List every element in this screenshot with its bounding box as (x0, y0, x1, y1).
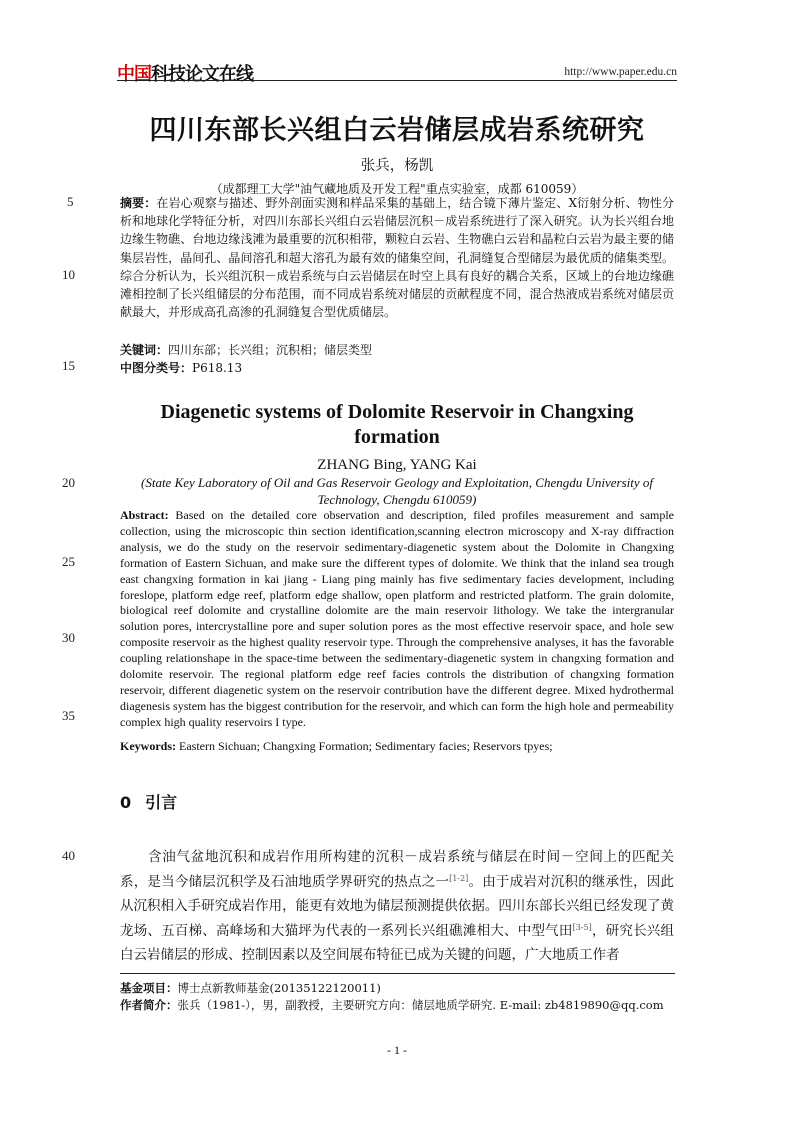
footnote-fund-label: 基金项目： (120, 981, 178, 995)
intro-paragraph (120, 845, 674, 968)
intro-text-3: ，研究长兴组白云岩储层的形成、控制因素以及空间展布特征已成为关键的问题，广大地质工作者 (120, 922, 675, 964)
authors-en: ZHANG Bing, YANG Kai (317, 457, 477, 473)
paper-title-zh: 四川东部长兴组白云岩储层成岩系统研究 (149, 115, 645, 146)
header-divider (117, 80, 677, 81)
footnote-author (120, 997, 675, 1013)
citation-2[interactable]: [3-5] (572, 922, 592, 932)
footnote-author-text: 张兵（1981-），男，副教授，主要研究方向：储层地质学研究. E-mail: zb4819890@qq.com (177, 998, 664, 1012)
keywords-zh-label: 关键词： (120, 343, 169, 357)
authors-zh: 张兵，杨凯 (360, 158, 434, 174)
keywords-en-text: Eastern Sichuan; Changxing Formation; Sedimentary facies; Reservors tpyes; (179, 739, 553, 753)
section-title: 引言 (145, 793, 178, 812)
section-number: 0 (120, 793, 132, 812)
journal-logo (117, 60, 253, 86)
keywords-zh-text: 四川东部；长兴组；沉积相；储层类型 (168, 343, 373, 357)
abstract-en (120, 508, 674, 731)
line-number: 10 (62, 267, 75, 282)
affiliation-en: (State Key Laboratory of Oil and Gas Reservoir Geology and Exploitation, Chengdu University of Technology, Chengdu 610059) (141, 475, 653, 507)
affiliation-zh: （成都理工大学"油气藏地质及开发工程"重点实验室，成都 610059） (210, 182, 584, 196)
keywords-zh (120, 341, 674, 359)
line-number: 20 (62, 475, 75, 490)
classification-zh (120, 359, 674, 377)
line-number: 5 (67, 194, 74, 209)
footnote-divider (120, 973, 675, 974)
footnote-fund-text: 博士点新教师基金(20135122120011) (177, 981, 381, 995)
page-number: - 1 - (387, 1043, 407, 1057)
abstract-zh (120, 194, 674, 321)
classification-zh-label: 中图分类号： (120, 361, 193, 375)
header-url[interactable]: http://www.paper.edu.cn (564, 66, 677, 78)
intro-text-2: 。由于成岩对沉积的继承性，因此从沉积相入手研究成岩作用，能更有效地为储层预测提供依据。四川东部长兴组已经发现了黄龙场、五百梯、高峰场和大猫坪为代表的一系列长兴组礁滩相大、中型气田 (120, 873, 675, 939)
paper-title-en: Diagenetic systems of Dolomite Reservoir in Changxing formation (160, 401, 634, 448)
intro-text-1: 含油气盆地沉积和成岩作用所构建的沉积－成岩系统与储层在时间－空间上的匹配关系，是当今储层沉积学及石油地质学界研究的热点之一 (120, 849, 674, 890)
citation-1[interactable]: [1-2] (449, 873, 469, 883)
line-number: 40 (62, 848, 75, 863)
keywords-en-label: Keywords: (120, 739, 176, 753)
line-number: 35 (62, 708, 75, 723)
abstract-zh-text: 在岩心观察与描述、野外剖面实测和样品采集的基础上，结合镜下薄片鉴定、X衍射分析、物性分析和地球化学特征分析，对四川东部长兴组白云岩储层沉积－成岩系统进行了深入研究。认为长兴组台地边缘生物礁、台地边缘浅滩为最重要的沉积相带，颗粒白云岩、生物礁白云岩和晶粒白云岩为最主要的储集层岩性，晶间孔、晶间溶孔和超大溶孔为最有效的储集空间，孔洞缝复合型储层为最优质的储集类型。综合分析认为，长兴组沉积－成岩系统与白云岩储层在时空上具有良好的耦合关系，区域上的台地边缘礁滩相控制了长兴组储层的分布范围，而不同成岩系统对储层的贡献程度不同，混合热液成岩系统对储层贡献最大，并形成高孔高渗的孔洞缝复合型优质储层。 (120, 196, 674, 320)
line-number: 30 (62, 630, 75, 645)
classification-zh-text: P618.13 (192, 361, 243, 375)
abstract-en-label: Abstract: (120, 508, 169, 522)
line-number: 15 (62, 358, 75, 373)
keywords-en (120, 739, 674, 755)
logo-dark-text: 科技论文在线 (151, 64, 253, 85)
abstract-en-text: Based on the detailed core observation and description, filed profiles measurement and sample collection, using the microscopic thin section identification,scanning electron microscopy and X-ray diffraction analysis, we do the study on the reservoir sedimentary-diagenetic system about the Dolomite in Changxing formation of Eastern Sichuan, and make sure the different types of dolomite. We think that the inland sea trough east changxing formation in kai jiang - Liang ping mainly has five sedimentary facies development, including foreslope, platform edge reef, platform edge shallow, open platform and restricted platform. The grain dolomite, biological reef dolomite and crystalline dolomite are the main reservoir lithology. We take the intergranular solution pores, intercrystalline pore and super solution pores as the most effective reservoir space, and hole sew composite reservoir as the highest quality reservoir type. Through the comprehensive analyses, it has the favorable coupling relationshape in the space-time between the sedimentary-diagenetic system in changxing formation and dolomite reservoir. The regional platform edge reef facies controls the distribution of changxing formation reservoir, different diagenetic system on the reservoir contribution have the different degree. Mixed hydrothermal diagenesis system has the biggest contribution for the reservoir, and which can form the high hole and permeability complex high quality reservoirs I type. (120, 508, 675, 729)
abstract-zh-label: 摘要： (120, 196, 157, 210)
section-heading (120, 790, 177, 813)
line-number: 25 (62, 554, 75, 569)
footnote-author-label: 作者简介： (120, 998, 178, 1012)
logo-red-text: 中国 (117, 64, 151, 85)
footnote-fund (120, 980, 675, 996)
